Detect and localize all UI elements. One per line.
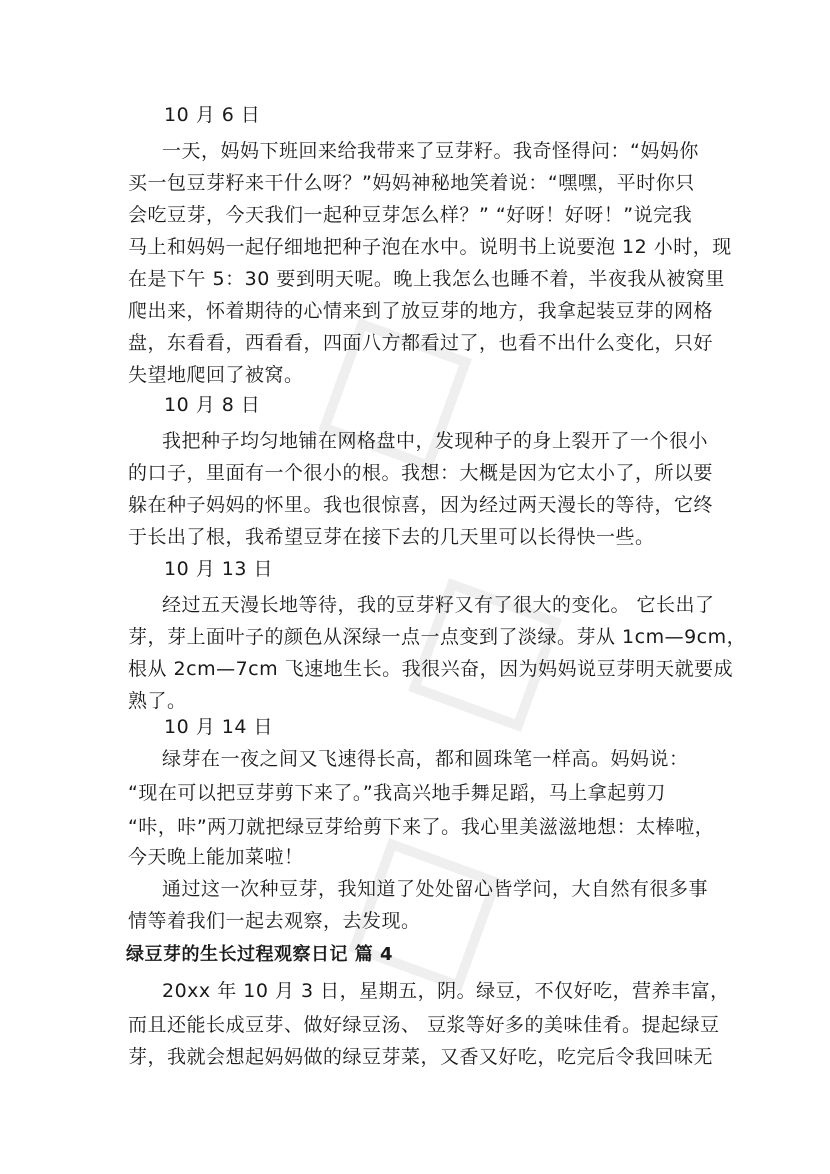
entry-date: 10 月 14 日	[164, 716, 273, 738]
paragraph-line: 在是下午 5：30 要到明天呢。晚上我怎么也睡不着，半夜我从被窝里	[128, 268, 725, 290]
paragraph-line: 根从 2cm—7cm 飞速地生长。我很兴奋，因为妈妈说豆芽明天就要成	[128, 658, 734, 680]
paragraph-line: 情等着我们一起去观察，去发现。	[128, 910, 421, 932]
paragraph-line: 芽，芽上面叶子的颜色从深绿一点一点变到了淡绿。芽从 1cm—9cm，	[128, 626, 747, 648]
paragraph-line: 盘，东看看，西看看，四面八方都看过了，也看不出什么变化，只好	[128, 332, 714, 354]
paragraph-line: 20xx 年 10 月 3 日，星期五，阴。绿豆，不仅好吃，营养丰富，	[162, 980, 730, 1002]
entry-date: 10 月 13 日	[164, 558, 273, 580]
paragraph-line: 买一包豆芽籽来干什么呀？”妈妈神秘地笑着说：“嘿嘿，平时你只	[128, 172, 695, 194]
section-title: 绿豆芽的生长过程观察日记 篇 4	[126, 944, 394, 965]
paragraph-line: 会吃豆芽，今天我们一起种豆芽怎么样？” “好呀！好呀！”说完我	[128, 204, 693, 226]
paragraph-line: “现在可以把豆芽剪下来了。”我高兴地手舞足蹈，马上拿起剪刀	[128, 782, 666, 804]
paragraph-line: 失望地爬回了被窝。	[128, 364, 304, 386]
entry-date: 10 月 8 日	[164, 394, 261, 416]
paragraph-line: 的口子，里面有一个很小的根。我想：大概是因为它太小了，所以要	[128, 462, 714, 484]
entry-date: 10 月 6 日	[164, 104, 261, 126]
paragraph-line: 今天晚上能加菜啦！	[128, 846, 304, 868]
paragraph-line: 熟了。	[128, 690, 187, 712]
paragraph-line: 绿芽在一夜之间又飞速得长高，都和圆珠笔一样高。妈妈说：	[162, 748, 689, 770]
paragraph-line: 而且还能长成豆芽、做好绿豆汤、 豆浆等好多的美味佳肴。提起绿豆	[128, 1014, 720, 1036]
paragraph-line: 芽，我就会想起妈妈做的绿豆芽菜，又香又好吃，吃完后令我回味无	[128, 1046, 714, 1068]
paragraph-line: 于长出了根，我希望豆芽在接下去的几天里可以长得快一些。	[128, 526, 655, 548]
paragraph-line: 一天，妈妈下班回来给我带来了豆芽籽。我奇怪得问：“妈妈你	[162, 140, 699, 162]
paragraph-line: 我把种子均匀地铺在网格盘中，发现种子的身上裂开了一个很小	[162, 430, 709, 452]
paragraph-line: 躲在种子妈妈的怀里。我也很惊喜，因为经过两天漫长的等待，它终	[128, 494, 714, 516]
paragraph-line: 马上和妈妈一起仔细地把种子泡在水中。说明书上说要泡 12 小时，现	[128, 236, 732, 258]
paragraph-line: 通过这一次种豆芽，我知道了处处留心皆学问，大自然有很多事	[162, 878, 709, 900]
paragraph-line: 爬出来，怀着期待的心情来到了放豆芽的地方，我拿起装豆芽的网格	[128, 300, 714, 322]
paragraph-line: “咔，咔”两刀就把绿豆芽给剪下来了。我心里美滋滋地想：太棒啦，	[128, 816, 715, 838]
paragraph-line: 经过五天漫长地等待，我的豆芽籽又有了很大的变化。 它长出了	[162, 594, 715, 616]
